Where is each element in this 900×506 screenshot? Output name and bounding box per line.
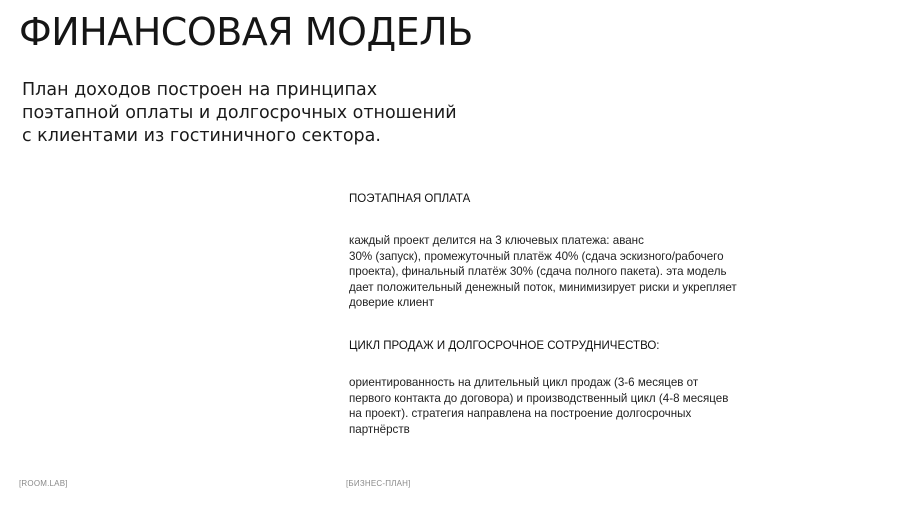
intro-line: поэтапной оплаты и долгосрочных отношений [22,103,457,123]
intro-line: План доходов построен на принципах [22,80,378,100]
section-line: доверие клиент [349,296,434,309]
section-line: каждый проект делится на 3 ключевых платежа: аванс [349,234,644,247]
section-body-staged-payment [349,233,769,311]
section-line: на проект). стратегия направлена на построение долгосрочных [349,407,692,420]
section-heading-sales-cycle: ЦИКЛ ПРОДАЖ И ДОЛГОСРОЧНОЕ СОТРУДНИЧЕСТВО: [349,340,660,352]
section-line: дает положительный денежный поток, минимизирует риски и укрепляет [349,280,737,294]
section-heading-staged-payment: ПОЭТАПНАЯ ОПЛАТА [349,193,471,205]
section-line: первого контакта до договора) и производственный цикл (4-8 месяцев [349,391,729,405]
section-line: партнёрств [349,422,410,436]
footer-document-label: [БИЗНЕС-ПЛАН] [346,479,411,488]
section-line: 30% (запуск), промежуточный платёж 40% (сдача эскизного/рабочего [349,249,724,263]
section-body-sales-cycle [349,375,769,437]
page-title: ФИНАНСОВАЯ МОДЕЛЬ [19,10,473,54]
section-line: проекта), финальный платёж 30% (сдача полного пакета). эта модель [349,265,727,278]
footer-brand: [ROOM.LAB] [19,479,68,488]
intro-paragraph [22,79,492,148]
section-line: ориентированность на длительный цикл продаж (3-6 месяцев от [349,376,699,389]
intro-line: с клиентами из гостиничного сектора. [22,126,381,146]
